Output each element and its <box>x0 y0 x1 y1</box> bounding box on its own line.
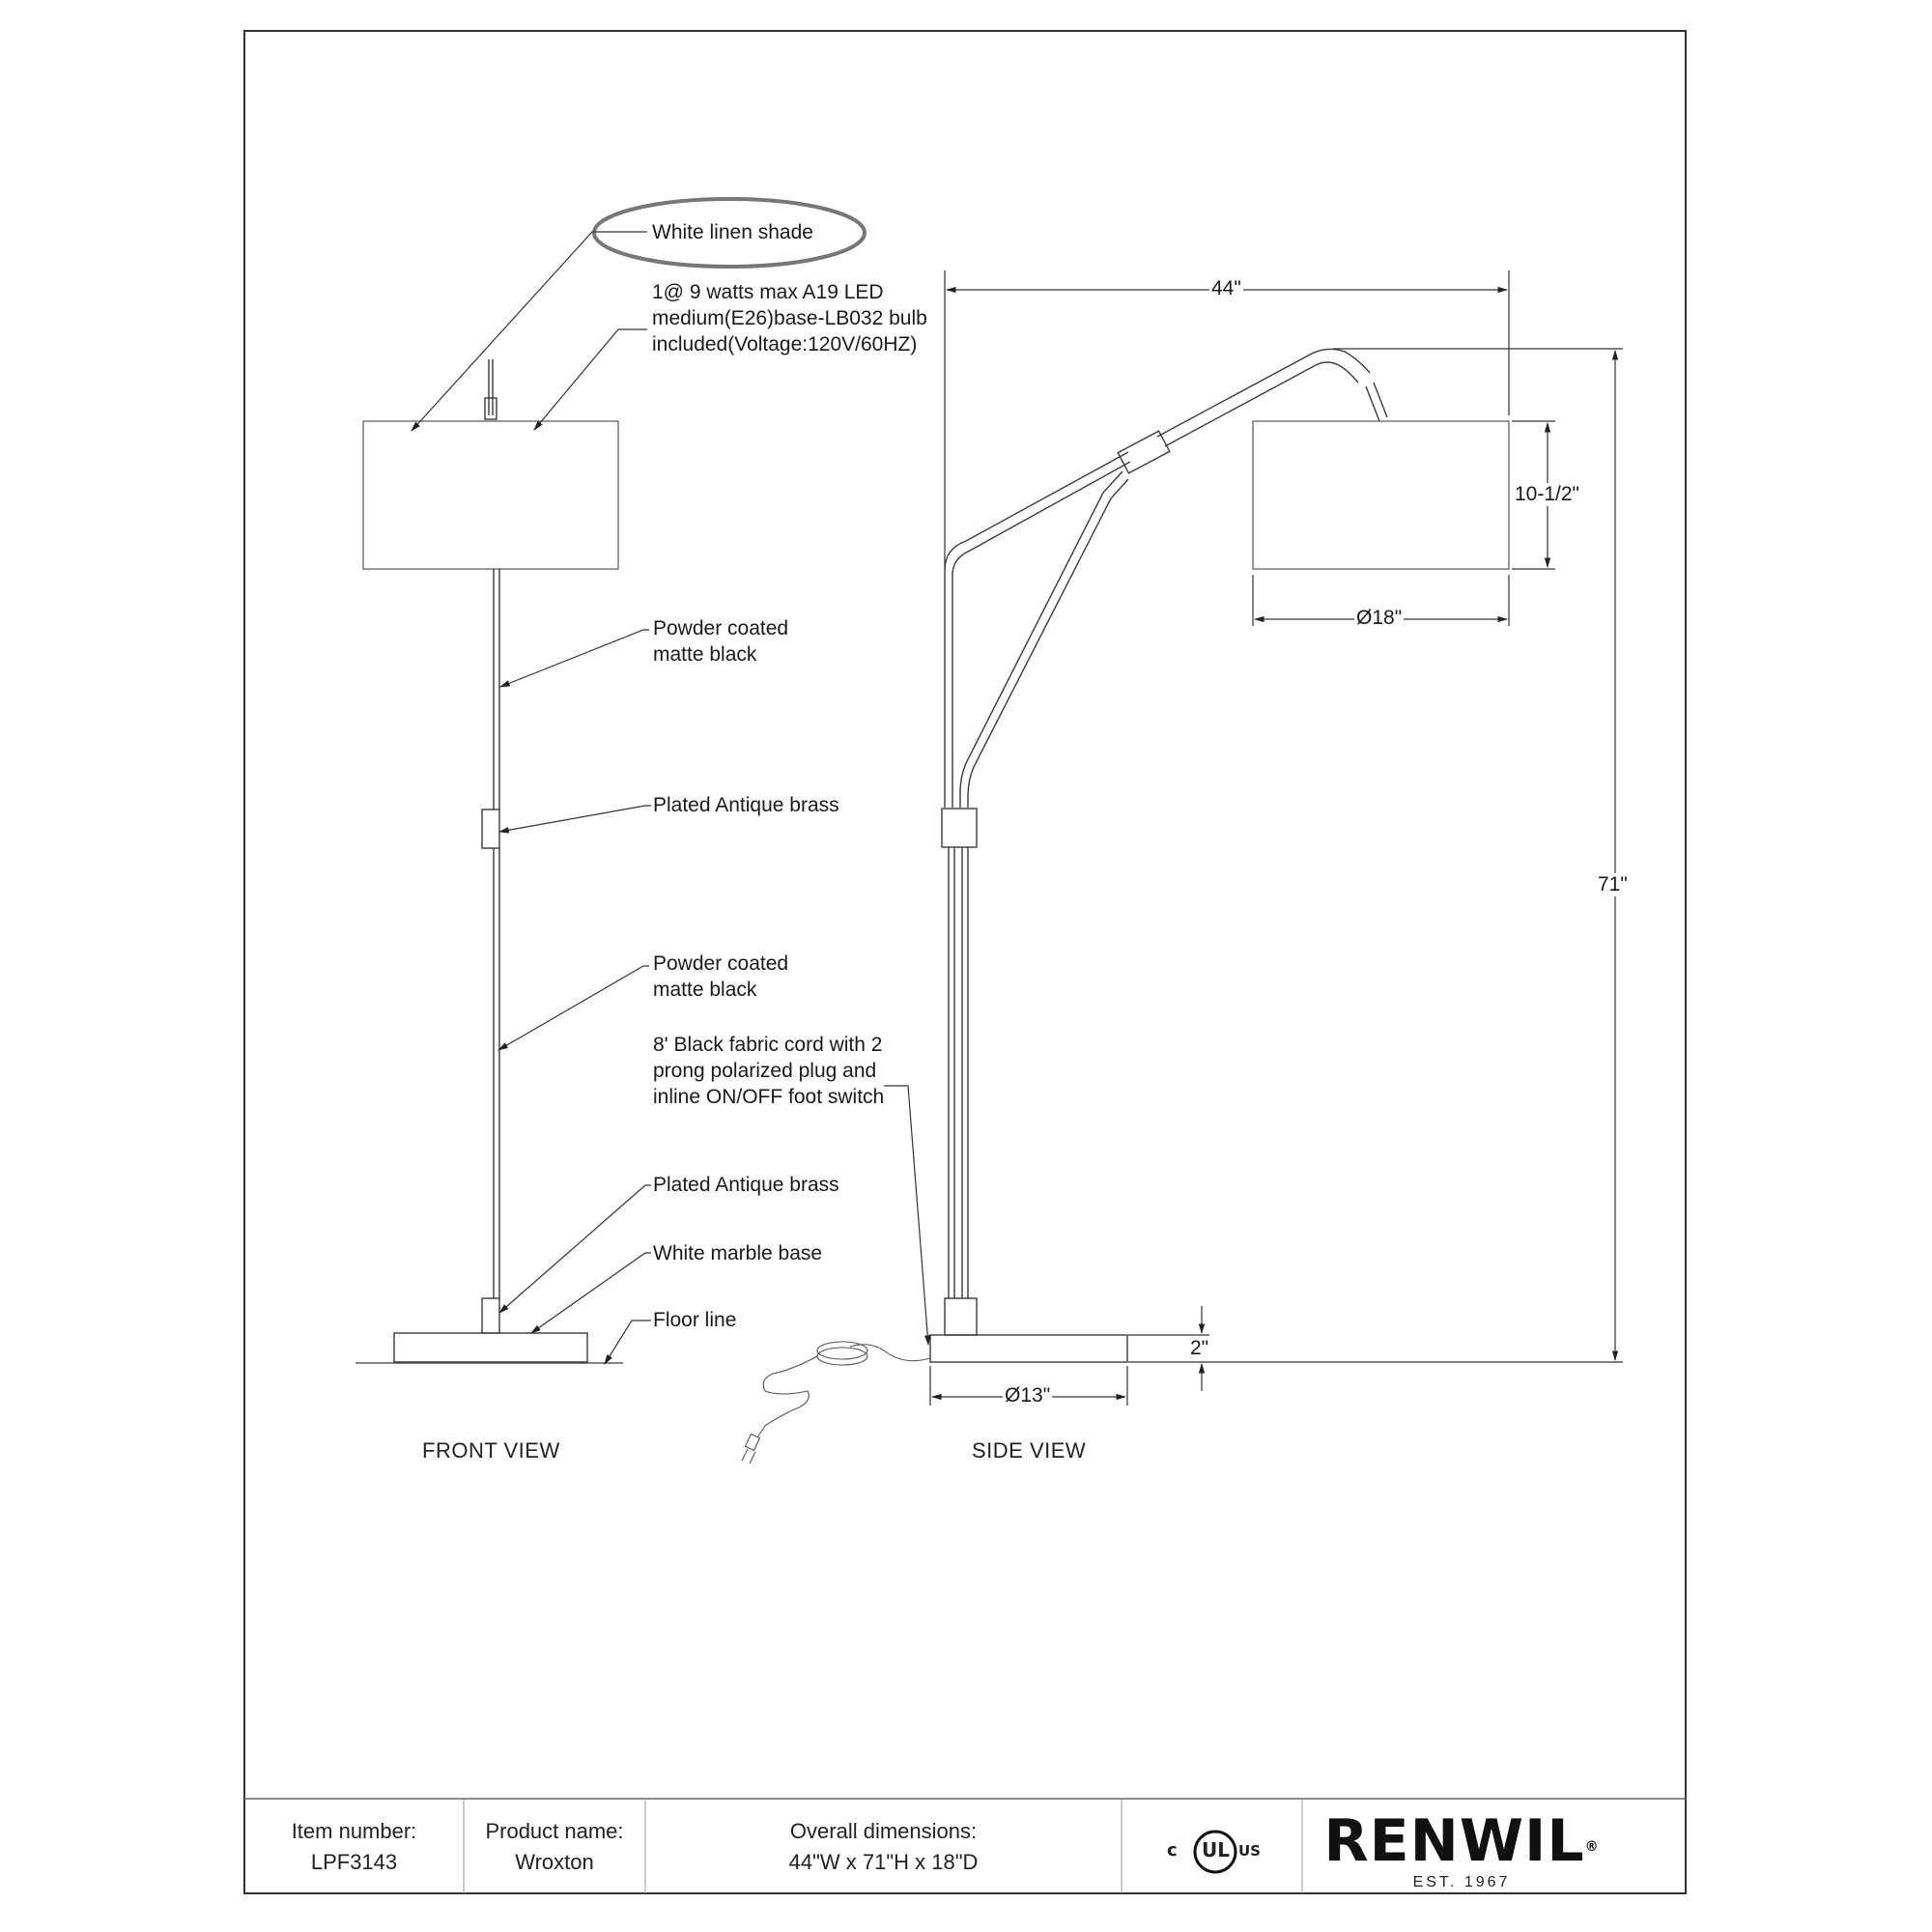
cord-leader <box>884 1086 928 1345</box>
product-name-value: Wroxton <box>515 1850 594 1874</box>
overall-dimensions-label: Overall dimensions: <box>789 1819 978 1843</box>
overall-dimensions-cell <box>645 1799 1122 1893</box>
dim-base-height: 2" <box>1190 1337 1209 1359</box>
callout-stem-lower-line2: matte black <box>653 979 757 1001</box>
cert-ul: UL <box>1202 1838 1230 1861</box>
side-shade <box>1253 421 1509 569</box>
item-number-cell <box>244 1799 464 1893</box>
callout-stem-upper-line2: matte black <box>653 643 757 666</box>
brand-established: EST. 1967 <box>1412 1874 1511 1890</box>
dim-base-diameter: Ø13" <box>1005 1384 1051 1406</box>
cord-and-switch <box>742 1342 930 1463</box>
item-number-label: Item number: <box>291 1819 417 1843</box>
front-view-title: FRONT VIEW <box>422 1438 560 1463</box>
callout-brass-base: Plated Antique brass <box>653 1174 839 1196</box>
callout-cord-line1: 8' Black fabric cord with 2 <box>653 1034 883 1056</box>
callout-bulb-line2: medium(E26)base-LB032 bulb <box>652 307 927 329</box>
front-leaders <box>412 232 651 1364</box>
dim-width: 44" <box>1211 277 1241 299</box>
callout-bulb-line1: 1@ 9 watts max A19 LED <box>652 281 884 303</box>
callout-bulb-line3: included(Voltage:120V/60HZ) <box>652 333 918 355</box>
renwil-logo <box>1302 1807 1621 1891</box>
dim-shade-diameter: Ø18" <box>1356 607 1403 629</box>
callout-brass-mid: Plated Antique brass <box>653 794 839 816</box>
front-brass-collar <box>482 1298 499 1333</box>
callout-shade: White linen shade <box>652 221 813 243</box>
front-marble-base <box>394 1333 587 1362</box>
front-view-lamp <box>355 359 623 1363</box>
item-number-value: LPF3143 <box>310 1850 398 1874</box>
callout-stem-upper-line1: Powder coated <box>653 617 789 639</box>
cert-c: c <box>1167 1840 1178 1861</box>
cul-us-certification-mark <box>1167 1828 1264 1876</box>
front-shade <box>363 421 618 569</box>
front-brass-coupler <box>482 810 499 848</box>
dimension-lines <box>930 270 1623 1406</box>
side-view-title: SIDE VIEW <box>972 1438 1087 1463</box>
dim-height: 71" <box>1598 873 1628 895</box>
side-view-lamp <box>930 349 1509 1362</box>
side-marble-base <box>930 1335 1127 1362</box>
product-name-cell <box>464 1799 645 1893</box>
side-brass-collar <box>945 1298 977 1335</box>
brand-name: RENWIL <box>1323 1807 1585 1875</box>
callout-stem-lower-line1: Powder coated <box>653 952 789 975</box>
sheet-border <box>244 31 1686 1893</box>
callout-floor: Floor line <box>653 1309 737 1331</box>
callout-base: White marble base <box>653 1242 823 1264</box>
product-name-label: Product name: <box>485 1819 624 1843</box>
dim-shade-height: 10-1/2" <box>1515 483 1579 505</box>
registered-mark: ® <box>1584 1839 1600 1855</box>
callout-cord-line2: prong polarized plug and <box>653 1060 877 1082</box>
overall-dimensions-value: 44"W x 71"H x 18"D <box>788 1850 979 1874</box>
callout-cord-line3: inline ON/OFF foot switch <box>653 1086 885 1108</box>
cert-us: US <box>1238 1842 1261 1860</box>
side-brass-coupler <box>942 809 977 847</box>
